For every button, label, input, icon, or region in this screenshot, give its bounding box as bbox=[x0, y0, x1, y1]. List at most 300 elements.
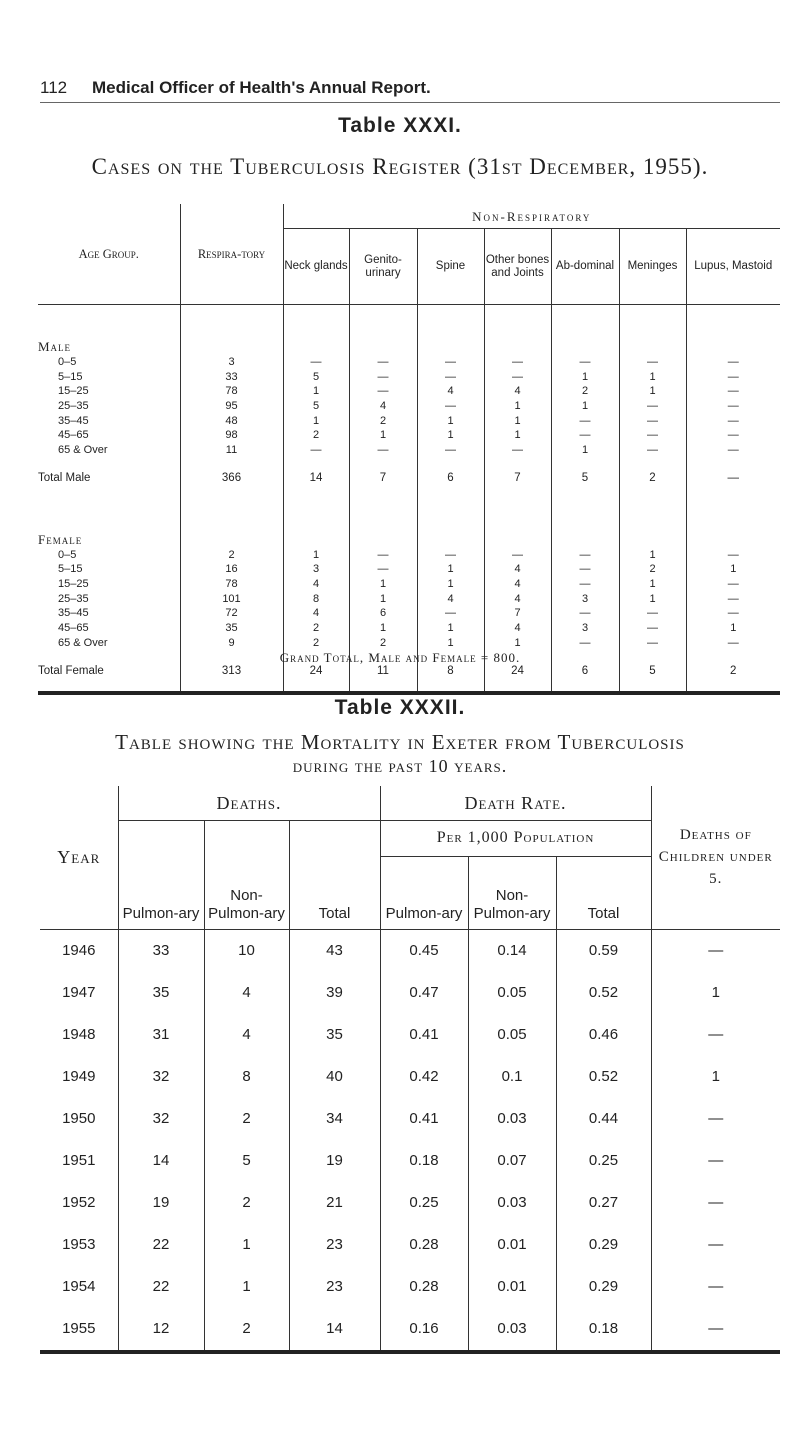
count-cell: 1 bbox=[484, 414, 551, 429]
value-cell: 0.01 bbox=[468, 1266, 556, 1308]
table-row bbox=[38, 621, 780, 636]
table32-title-line1: Table showing the Mortality in Exeter from Tuberculosis bbox=[115, 730, 685, 754]
empty-cell bbox=[417, 498, 484, 548]
age-group-cell: 35–45 bbox=[58, 607, 89, 620]
group-non-respiratory: Non-Respiratory bbox=[283, 204, 780, 229]
count-cell: — bbox=[686, 443, 780, 458]
count-cell: 2 bbox=[283, 621, 349, 636]
tuberculosis-register-table bbox=[38, 204, 780, 695]
value-cell: 19 bbox=[118, 1182, 204, 1224]
value-cell: 34 bbox=[289, 1098, 380, 1140]
count-cell: 2 bbox=[283, 428, 349, 443]
value-cell: 0.25 bbox=[556, 1140, 651, 1182]
count-cell: 33 bbox=[180, 370, 283, 385]
count-cell: — bbox=[551, 607, 619, 622]
count-cell: 9 bbox=[180, 636, 283, 651]
value-cell: 0.05 bbox=[468, 1014, 556, 1056]
age-group-cell: 15–25 bbox=[58, 385, 89, 398]
count-cell: — bbox=[349, 355, 417, 370]
count-cell: 1 bbox=[417, 563, 484, 578]
value-cell: 0.1 bbox=[468, 1056, 556, 1098]
table-row bbox=[38, 384, 780, 399]
count-cell: 1 bbox=[417, 414, 484, 429]
col-rate-1: Non-Pulmon-ary bbox=[468, 856, 556, 929]
table-row bbox=[40, 1308, 780, 1352]
count-cell: — bbox=[417, 399, 484, 414]
value-cell: 23 bbox=[289, 1224, 380, 1266]
table-row bbox=[40, 1224, 780, 1266]
count-cell: 35 bbox=[180, 621, 283, 636]
empty-cell bbox=[417, 305, 484, 356]
col-respiratory: Respira-tory bbox=[180, 204, 283, 305]
count-cell: 1 bbox=[686, 563, 780, 578]
empty-cell bbox=[283, 498, 349, 548]
count-cell: — bbox=[686, 384, 780, 399]
col-rate-2: Total bbox=[556, 856, 651, 929]
count-cell: 3 bbox=[551, 592, 619, 607]
count-cell: 1 bbox=[283, 414, 349, 429]
value-cell: 0.59 bbox=[556, 929, 651, 972]
empty-cell bbox=[619, 305, 686, 356]
col-rate-0: Pulmon-ary bbox=[380, 856, 468, 929]
value-cell: 0.47 bbox=[380, 972, 468, 1014]
col-nonresp-1: Genito-urinary bbox=[349, 229, 417, 305]
value-cell: 0.18 bbox=[380, 1140, 468, 1182]
count-cell: 72 bbox=[180, 607, 283, 622]
age-group-cell: 0–5 bbox=[58, 355, 77, 368]
value-cell: 5 bbox=[204, 1140, 289, 1182]
count-cell: — bbox=[484, 370, 551, 385]
count-cell: — bbox=[686, 607, 780, 622]
total-cell: — bbox=[686, 458, 780, 498]
col-nonresp-3: Other bones and Joints bbox=[484, 229, 551, 305]
year-cell: 1950 bbox=[62, 1110, 96, 1127]
section-row bbox=[38, 305, 780, 356]
table-row bbox=[38, 355, 780, 370]
count-cell: — bbox=[619, 621, 686, 636]
value-cell: 0.03 bbox=[468, 1182, 556, 1224]
count-cell: 11 bbox=[180, 443, 283, 458]
age-group-cell: 25–35 bbox=[58, 592, 89, 605]
count-cell: 4 bbox=[283, 607, 349, 622]
value-cell: 0.14 bbox=[468, 929, 556, 972]
count-cell: 3 bbox=[180, 355, 283, 370]
count-cell: 4 bbox=[484, 577, 551, 592]
count-cell: 1 bbox=[417, 621, 484, 636]
count-cell: 1 bbox=[283, 548, 349, 563]
value-cell: 8 bbox=[204, 1056, 289, 1098]
total-cell: 14 bbox=[283, 458, 349, 498]
total-cell: 8 bbox=[417, 651, 484, 693]
count-cell: 1 bbox=[484, 428, 551, 443]
count-cell: 2 bbox=[619, 563, 686, 578]
value-cell: 0.46 bbox=[556, 1014, 651, 1056]
col-children-under-5: Deaths of Children under 5. bbox=[651, 786, 780, 929]
empty-cell bbox=[619, 498, 686, 548]
count-cell: 78 bbox=[180, 384, 283, 399]
value-cell: 19 bbox=[289, 1140, 380, 1182]
value-cell: 10 bbox=[204, 929, 289, 972]
value-cell: 0.28 bbox=[380, 1266, 468, 1308]
empty-cell bbox=[180, 305, 283, 356]
count-cell: — bbox=[686, 428, 780, 443]
count-cell: 1 bbox=[349, 592, 417, 607]
value-cell: 0.18 bbox=[556, 1308, 651, 1352]
count-cell: — bbox=[349, 443, 417, 458]
year-cell: 1946 bbox=[62, 942, 96, 959]
count-cell: — bbox=[349, 548, 417, 563]
table-row bbox=[40, 1140, 780, 1182]
value-cell: 31 bbox=[118, 1014, 204, 1056]
count-cell: 4 bbox=[283, 577, 349, 592]
value-cell: 0.16 bbox=[380, 1308, 468, 1352]
count-cell: 4 bbox=[484, 384, 551, 399]
count-cell: — bbox=[417, 355, 484, 370]
age-group-cell: 45–65 bbox=[58, 622, 89, 635]
count-cell: 4 bbox=[484, 592, 551, 607]
count-cell: 5 bbox=[283, 399, 349, 414]
year-cell: 1953 bbox=[62, 1236, 96, 1253]
table-row bbox=[40, 1266, 780, 1308]
value-cell: 0.29 bbox=[556, 1224, 651, 1266]
table-row bbox=[38, 443, 780, 458]
table-row bbox=[38, 563, 780, 578]
value-cell: 35 bbox=[118, 972, 204, 1014]
table-row bbox=[40, 1182, 780, 1224]
count-cell: — bbox=[686, 592, 780, 607]
value-cell: 0.44 bbox=[556, 1098, 651, 1140]
count-cell: — bbox=[417, 548, 484, 563]
value-cell: 14 bbox=[118, 1140, 204, 1182]
total-cell: 366 bbox=[180, 458, 283, 498]
table31-title: Cases on the Tuberculosis Register (31st December, 1955). bbox=[91, 154, 709, 179]
total-cell: 6 bbox=[551, 651, 619, 693]
value-cell: — bbox=[651, 1266, 780, 1308]
count-cell: — bbox=[484, 355, 551, 370]
group-death-rate: Death Rate. bbox=[380, 786, 651, 820]
count-cell: 1 bbox=[417, 577, 484, 592]
count-cell: 4 bbox=[417, 384, 484, 399]
value-cell: — bbox=[651, 1098, 780, 1140]
col-year: Year bbox=[40, 786, 118, 929]
table-row bbox=[38, 399, 780, 414]
value-cell: 2 bbox=[204, 1098, 289, 1140]
total-row bbox=[38, 458, 780, 498]
count-cell: 2 bbox=[283, 636, 349, 651]
table-row bbox=[38, 428, 780, 443]
count-cell: 1 bbox=[484, 399, 551, 414]
mortality-table bbox=[40, 786, 780, 1354]
empty-cell bbox=[484, 305, 551, 356]
count-cell: 1 bbox=[484, 636, 551, 651]
empty-cell bbox=[283, 305, 349, 356]
col-nonresp-6: Lupus, Mastoid bbox=[686, 229, 780, 305]
total-cell: 11 bbox=[349, 651, 417, 693]
total-cell: 7 bbox=[349, 458, 417, 498]
table-row bbox=[40, 1056, 780, 1098]
count-cell: — bbox=[619, 414, 686, 429]
count-cell: 1 bbox=[686, 621, 780, 636]
empty-cell bbox=[484, 498, 551, 548]
count-cell: — bbox=[349, 384, 417, 399]
count-cell: 1 bbox=[551, 399, 619, 414]
value-cell: 33 bbox=[118, 929, 204, 972]
header-rule bbox=[40, 102, 780, 103]
count-cell: 1 bbox=[619, 370, 686, 385]
value-cell: 0.27 bbox=[556, 1182, 651, 1224]
table-row bbox=[38, 607, 780, 622]
value-cell: 22 bbox=[118, 1266, 204, 1308]
value-cell: 12 bbox=[118, 1308, 204, 1352]
count-cell: — bbox=[686, 370, 780, 385]
value-cell: 32 bbox=[118, 1056, 204, 1098]
table-row bbox=[38, 548, 780, 563]
table-row bbox=[38, 370, 780, 385]
count-cell: 101 bbox=[180, 592, 283, 607]
count-cell: 1 bbox=[349, 621, 417, 636]
count-cell: 1 bbox=[619, 548, 686, 563]
table-row bbox=[40, 972, 780, 1014]
count-cell: — bbox=[551, 428, 619, 443]
year-cell: 1954 bbox=[62, 1278, 96, 1295]
group-deaths: Deaths. bbox=[118, 786, 380, 820]
value-cell: 0.25 bbox=[380, 1182, 468, 1224]
year-cell: 1947 bbox=[62, 984, 96, 1001]
count-cell: 2 bbox=[349, 636, 417, 651]
total-cell: 24 bbox=[283, 651, 349, 693]
count-cell: — bbox=[619, 443, 686, 458]
age-group-cell: 25–35 bbox=[58, 399, 89, 412]
count-cell: — bbox=[551, 414, 619, 429]
col-nonresp-2: Spine bbox=[417, 229, 484, 305]
empty-cell bbox=[686, 498, 780, 548]
count-cell: — bbox=[551, 355, 619, 370]
count-cell: 95 bbox=[180, 399, 283, 414]
empty-cell bbox=[551, 498, 619, 548]
count-cell: 1 bbox=[417, 636, 484, 651]
value-cell: — bbox=[651, 929, 780, 972]
age-group-cell: 45–65 bbox=[58, 429, 89, 442]
value-cell: 0.41 bbox=[380, 1014, 468, 1056]
value-cell: 0.52 bbox=[556, 972, 651, 1014]
empty-cell bbox=[686, 305, 780, 356]
year-cell: 1955 bbox=[40, 1308, 118, 1352]
count-cell: 3 bbox=[283, 563, 349, 578]
count-cell: 4 bbox=[349, 399, 417, 414]
age-group-cell: 0–5 bbox=[58, 548, 77, 561]
table-row bbox=[40, 1014, 780, 1056]
age-group-cell: 65 & Over bbox=[58, 636, 108, 649]
count-cell: 1 bbox=[551, 370, 619, 385]
col-nonresp-5: Meninges bbox=[619, 229, 686, 305]
count-cell: — bbox=[551, 548, 619, 563]
value-cell: — bbox=[651, 1140, 780, 1182]
count-cell: — bbox=[619, 399, 686, 414]
table-row bbox=[40, 1098, 780, 1140]
value-cell: 21 bbox=[289, 1182, 380, 1224]
value-cell: 22 bbox=[118, 1224, 204, 1266]
count-cell: — bbox=[484, 443, 551, 458]
table31-label: Table XXXI. bbox=[338, 114, 462, 137]
value-cell: — bbox=[651, 1308, 780, 1352]
value-cell: — bbox=[651, 1182, 780, 1224]
total-cell: 5 bbox=[619, 651, 686, 693]
age-group-cell: 35–45 bbox=[58, 414, 89, 427]
value-cell: — bbox=[651, 1224, 780, 1266]
value-cell: 40 bbox=[289, 1056, 380, 1098]
value-cell: 2 bbox=[204, 1308, 289, 1352]
count-cell: 1 bbox=[349, 577, 417, 592]
count-cell: 1 bbox=[417, 428, 484, 443]
value-cell: 0.41 bbox=[380, 1098, 468, 1140]
col-nonresp-0: Neck glands bbox=[283, 229, 349, 305]
table-row bbox=[38, 414, 780, 429]
count-cell: — bbox=[349, 370, 417, 385]
count-cell: — bbox=[686, 414, 780, 429]
grand-total: Grand Total, Male and Female = 800. bbox=[279, 650, 521, 665]
value-cell: 0.05 bbox=[468, 972, 556, 1014]
table-row bbox=[38, 577, 780, 592]
count-cell: — bbox=[283, 443, 349, 458]
table32-label: Table XXXII. bbox=[334, 696, 466, 719]
table-row bbox=[40, 929, 780, 972]
count-cell: 4 bbox=[484, 563, 551, 578]
value-cell: 0.01 bbox=[468, 1224, 556, 1266]
total-cell: 313 bbox=[180, 651, 283, 693]
running-title: Medical Officer of Health's Annual Report. bbox=[92, 78, 431, 97]
count-cell: — bbox=[283, 355, 349, 370]
table-row bbox=[38, 636, 780, 651]
value-cell: 14 bbox=[289, 1308, 380, 1352]
count-cell: 1 bbox=[619, 384, 686, 399]
col-age-group: Age Group. bbox=[38, 204, 180, 305]
count-cell: — bbox=[686, 399, 780, 414]
count-cell: 1 bbox=[619, 592, 686, 607]
count-cell: 4 bbox=[417, 592, 484, 607]
value-cell: 43 bbox=[289, 929, 380, 972]
group-per-1000: Per 1,000 Population bbox=[380, 820, 651, 856]
count-cell: 16 bbox=[180, 563, 283, 578]
year-cell: 1952 bbox=[62, 1194, 96, 1211]
count-cell: — bbox=[619, 355, 686, 370]
table32-title-line2: during the past 10 years. bbox=[292, 756, 508, 776]
count-cell: 1 bbox=[349, 428, 417, 443]
value-cell: 39 bbox=[289, 972, 380, 1014]
page-number: 112 bbox=[40, 78, 68, 97]
value-cell: 4 bbox=[204, 1014, 289, 1056]
value-cell: 0.07 bbox=[468, 1140, 556, 1182]
count-cell: — bbox=[484, 548, 551, 563]
section-label: Female bbox=[38, 531, 83, 547]
value-cell: 0.03 bbox=[468, 1098, 556, 1140]
value-cell: 23 bbox=[289, 1266, 380, 1308]
value-cell: 1 bbox=[204, 1266, 289, 1308]
value-cell: 1 bbox=[651, 1056, 780, 1098]
count-cell: — bbox=[349, 563, 417, 578]
total-cell: 7 bbox=[484, 458, 551, 498]
value-cell: 2 bbox=[204, 1182, 289, 1224]
value-cell: 0.29 bbox=[556, 1266, 651, 1308]
table-row bbox=[38, 592, 780, 607]
count-cell: 98 bbox=[180, 428, 283, 443]
count-cell: 48 bbox=[180, 414, 283, 429]
year-cell: 1948 bbox=[62, 1026, 96, 1043]
col-nonresp-4: Ab-dominal bbox=[551, 229, 619, 305]
value-cell: 0.45 bbox=[380, 929, 468, 972]
count-cell: — bbox=[551, 636, 619, 651]
value-cell: 1 bbox=[651, 972, 780, 1014]
age-group-cell: 5–15 bbox=[58, 370, 83, 383]
count-cell: — bbox=[619, 607, 686, 622]
count-cell: — bbox=[686, 548, 780, 563]
empty-cell bbox=[551, 305, 619, 356]
count-cell: — bbox=[686, 636, 780, 651]
count-cell: 4 bbox=[484, 621, 551, 636]
year-cell: 1949 bbox=[62, 1068, 96, 1085]
col-deaths-2: Total bbox=[289, 820, 380, 929]
count-cell: — bbox=[417, 443, 484, 458]
total-label: Total Male bbox=[38, 471, 91, 484]
empty-cell bbox=[180, 498, 283, 548]
count-cell: 2 bbox=[551, 384, 619, 399]
empty-cell bbox=[349, 498, 417, 548]
total-cell: 2 bbox=[686, 651, 780, 693]
col-deaths-0: Pulmon-ary bbox=[118, 820, 204, 929]
count-cell: 2 bbox=[180, 548, 283, 563]
value-cell: 4 bbox=[204, 972, 289, 1014]
count-cell: — bbox=[619, 636, 686, 651]
value-cell: 0.28 bbox=[380, 1224, 468, 1266]
count-cell: 5 bbox=[283, 370, 349, 385]
age-group-cell: 15–25 bbox=[58, 578, 89, 591]
value-cell: 32 bbox=[118, 1098, 204, 1140]
section-row bbox=[38, 498, 780, 548]
total-cell: 5 bbox=[551, 458, 619, 498]
total-label: Total Female bbox=[38, 651, 180, 693]
empty-cell bbox=[349, 305, 417, 356]
col-deaths-1: Non-Pulmon-ary bbox=[204, 820, 289, 929]
count-cell: 1 bbox=[283, 384, 349, 399]
count-cell: — bbox=[686, 355, 780, 370]
count-cell: 1 bbox=[551, 443, 619, 458]
value-cell: 1 bbox=[204, 1224, 289, 1266]
value-cell: — bbox=[651, 1014, 780, 1056]
count-cell: 8 bbox=[283, 592, 349, 607]
age-group-cell: 5–15 bbox=[58, 563, 83, 576]
value-cell: 0.52 bbox=[556, 1056, 651, 1098]
count-cell: — bbox=[619, 428, 686, 443]
count-cell: — bbox=[417, 607, 484, 622]
count-cell: 6 bbox=[349, 607, 417, 622]
value-cell: 0.03 bbox=[468, 1308, 556, 1352]
count-cell: — bbox=[686, 577, 780, 592]
value-cell: 0.42 bbox=[380, 1056, 468, 1098]
total-cell: 6 bbox=[417, 458, 484, 498]
count-cell: 1 bbox=[619, 577, 686, 592]
year-cell: 1951 bbox=[62, 1152, 96, 1169]
count-cell: 3 bbox=[551, 621, 619, 636]
count-cell: 78 bbox=[180, 577, 283, 592]
count-cell: — bbox=[417, 370, 484, 385]
age-group-cell: 65 & Over bbox=[58, 443, 108, 456]
total-cell: 24 bbox=[484, 651, 551, 693]
count-cell: — bbox=[551, 563, 619, 578]
total-cell: 2 bbox=[619, 458, 686, 498]
count-cell: — bbox=[551, 577, 619, 592]
value-cell: 35 bbox=[289, 1014, 380, 1056]
section-label: Male bbox=[38, 339, 72, 354]
count-cell: 7 bbox=[484, 607, 551, 622]
